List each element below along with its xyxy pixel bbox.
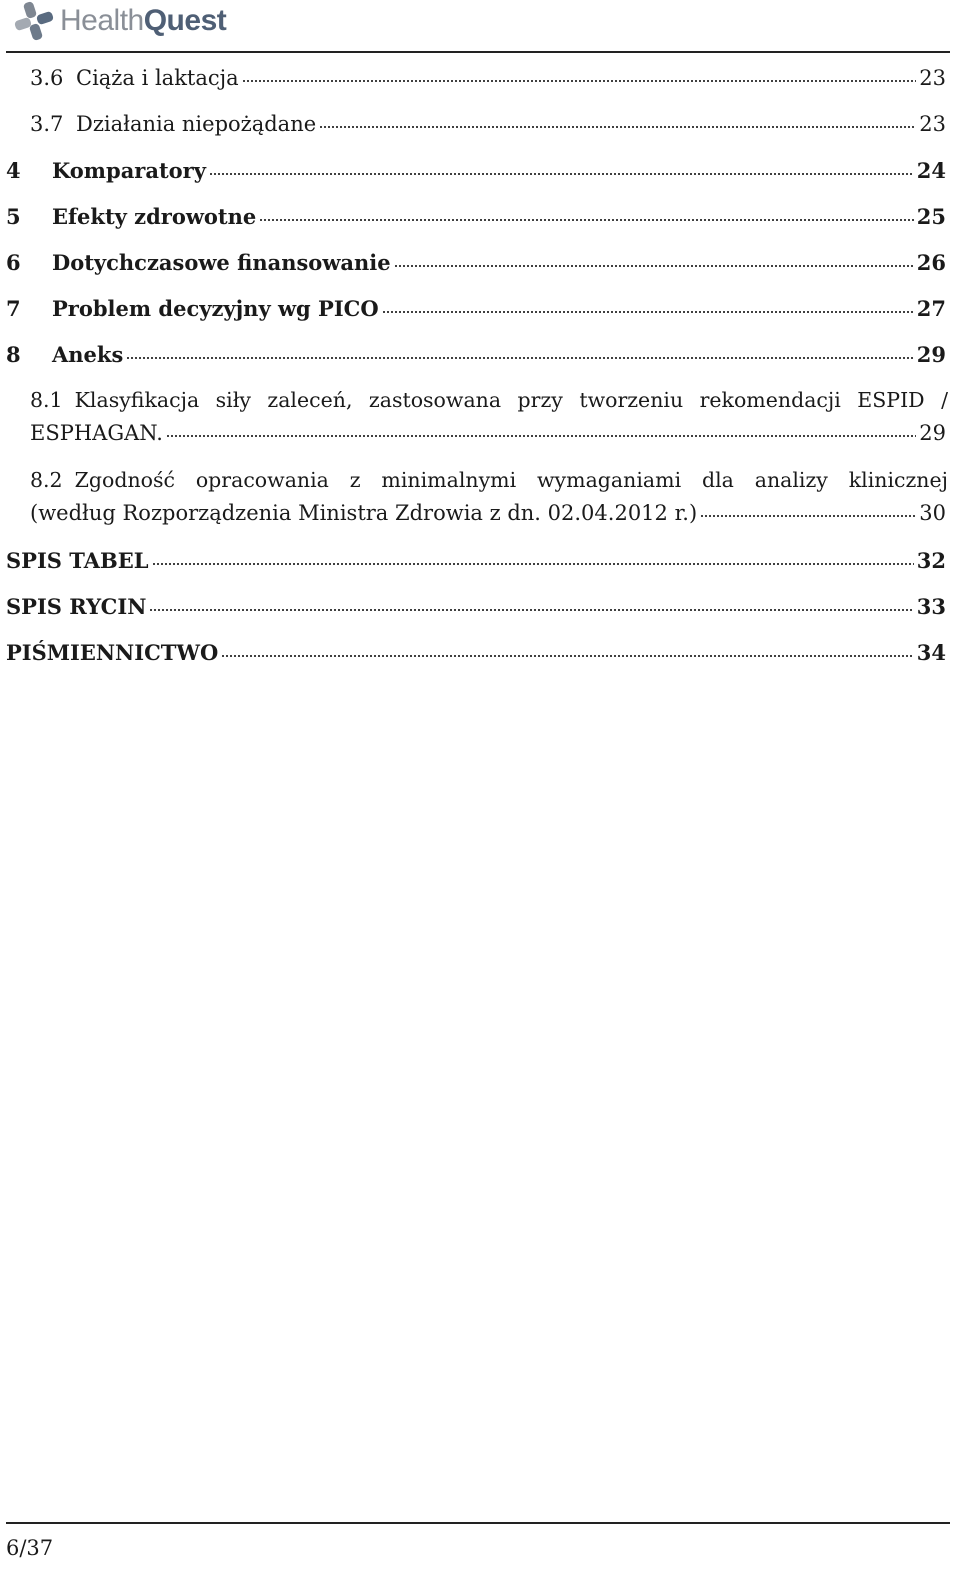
toc-entry-number: 5 — [6, 204, 21, 229]
toc-entry-line1[interactable] — [30, 468, 948, 492]
toc-entry-title: ESPHAGAN. — [30, 421, 163, 445]
toc-entry-title: Efekty zdrowotne — [52, 204, 257, 229]
toc-leader-dots — [382, 310, 914, 314]
toc-entry[interactable] — [6, 250, 946, 275]
toc-entry-number: 4 — [6, 158, 21, 183]
toc-leader-dots — [394, 264, 914, 268]
toc-entry-title: Działania niepożądane — [76, 112, 317, 136]
toc-leader-dots — [319, 125, 916, 129]
toc-entry[interactable] — [6, 548, 946, 573]
toc-entry-title: Ciąża i laktacja — [76, 66, 239, 90]
toc-entry-number: 8.1 — [30, 388, 63, 412]
toc-entry-title: Aneks — [52, 342, 124, 367]
toc-entry-number: 3.6 — [30, 66, 64, 90]
toc-entry-page: 23 — [919, 112, 946, 136]
toc-entry-number: 8.2 — [30, 468, 63, 492]
healthquest-logo — [12, 0, 226, 42]
toc-entry-title: PIŚMIENNICTWO — [6, 640, 219, 665]
toc-entry-title: (według Rozporządzenia Ministra Zdrowia z dn. 02.04.2012 r.) — [30, 501, 698, 525]
toc-leader-dots — [242, 79, 917, 83]
page-number: 6/37 — [6, 1536, 54, 1560]
toc-leader-dots — [126, 356, 913, 360]
toc-leader-dots — [149, 608, 913, 612]
toc-leader-dots — [209, 172, 914, 176]
toc-entry-title: Komparatory — [52, 158, 206, 183]
toc-entry-page: 33 — [916, 594, 946, 619]
logo-wordmark: HealthQuest — [60, 4, 227, 37]
toc-entry-page: 29 — [919, 421, 946, 445]
toc-entry-number: 8 — [6, 342, 21, 367]
toc-entry-line2[interactable] — [30, 421, 946, 445]
toc-entry[interactable] — [6, 640, 946, 665]
toc-entry-title: SPIS TABEL — [6, 548, 149, 573]
toc-entry[interactable] — [6, 296, 946, 321]
toc-entry-page: 23 — [919, 66, 946, 90]
toc-entry[interactable] — [30, 112, 946, 136]
toc-entry-number: 7 — [6, 296, 21, 321]
toc-entry-number: 3.7 — [30, 112, 64, 136]
toc-entry-title: Zgodność opracowania z minimalnymi wymaganiami dla analizy klinicznej — [74, 468, 948, 492]
toc-entry-page: 25 — [916, 204, 946, 229]
toc-entry-page: 32 — [916, 548, 946, 573]
toc-entry[interactable] — [6, 342, 946, 367]
toc-entry[interactable] — [30, 66, 946, 90]
toc-entry-page: 30 — [919, 501, 946, 525]
toc-entry-title: Dotychczasowe finansowanie — [52, 250, 391, 275]
toc-entry-page: 26 — [916, 250, 946, 275]
header-rule — [6, 51, 950, 53]
toc-leader-dots — [700, 514, 916, 518]
toc-leader-dots — [152, 562, 914, 566]
toc-entry-page: 29 — [916, 342, 946, 367]
page-header — [0, 0, 960, 54]
toc-entry-page: 34 — [916, 640, 946, 665]
toc-entry-title: Klasyfikacja siły zaleceń, zastosowana przy tworzeniu rekomendacji ESPID / — [74, 388, 948, 412]
toc-entry-number: 6 — [6, 250, 21, 275]
toc-entry-title: Problem decyzyjny wg PICO — [52, 296, 379, 321]
toc-entry-page: 24 — [916, 158, 946, 183]
toc-leader-dots — [166, 434, 916, 438]
toc-entry-title: SPIS RYCIN — [6, 594, 147, 619]
toc-leader-dots — [221, 654, 913, 658]
toc-entry-page: 27 — [916, 296, 946, 321]
toc-leader-dots — [259, 218, 914, 222]
toc-entry-line2[interactable] — [30, 501, 946, 525]
toc-entry[interactable] — [6, 158, 946, 183]
toc-entry[interactable] — [6, 204, 946, 229]
toc-entry[interactable] — [6, 594, 946, 619]
toc-entry-line1[interactable] — [30, 388, 948, 412]
cross-logo-icon — [12, 1, 56, 41]
footer-rule — [6, 1522, 950, 1524]
